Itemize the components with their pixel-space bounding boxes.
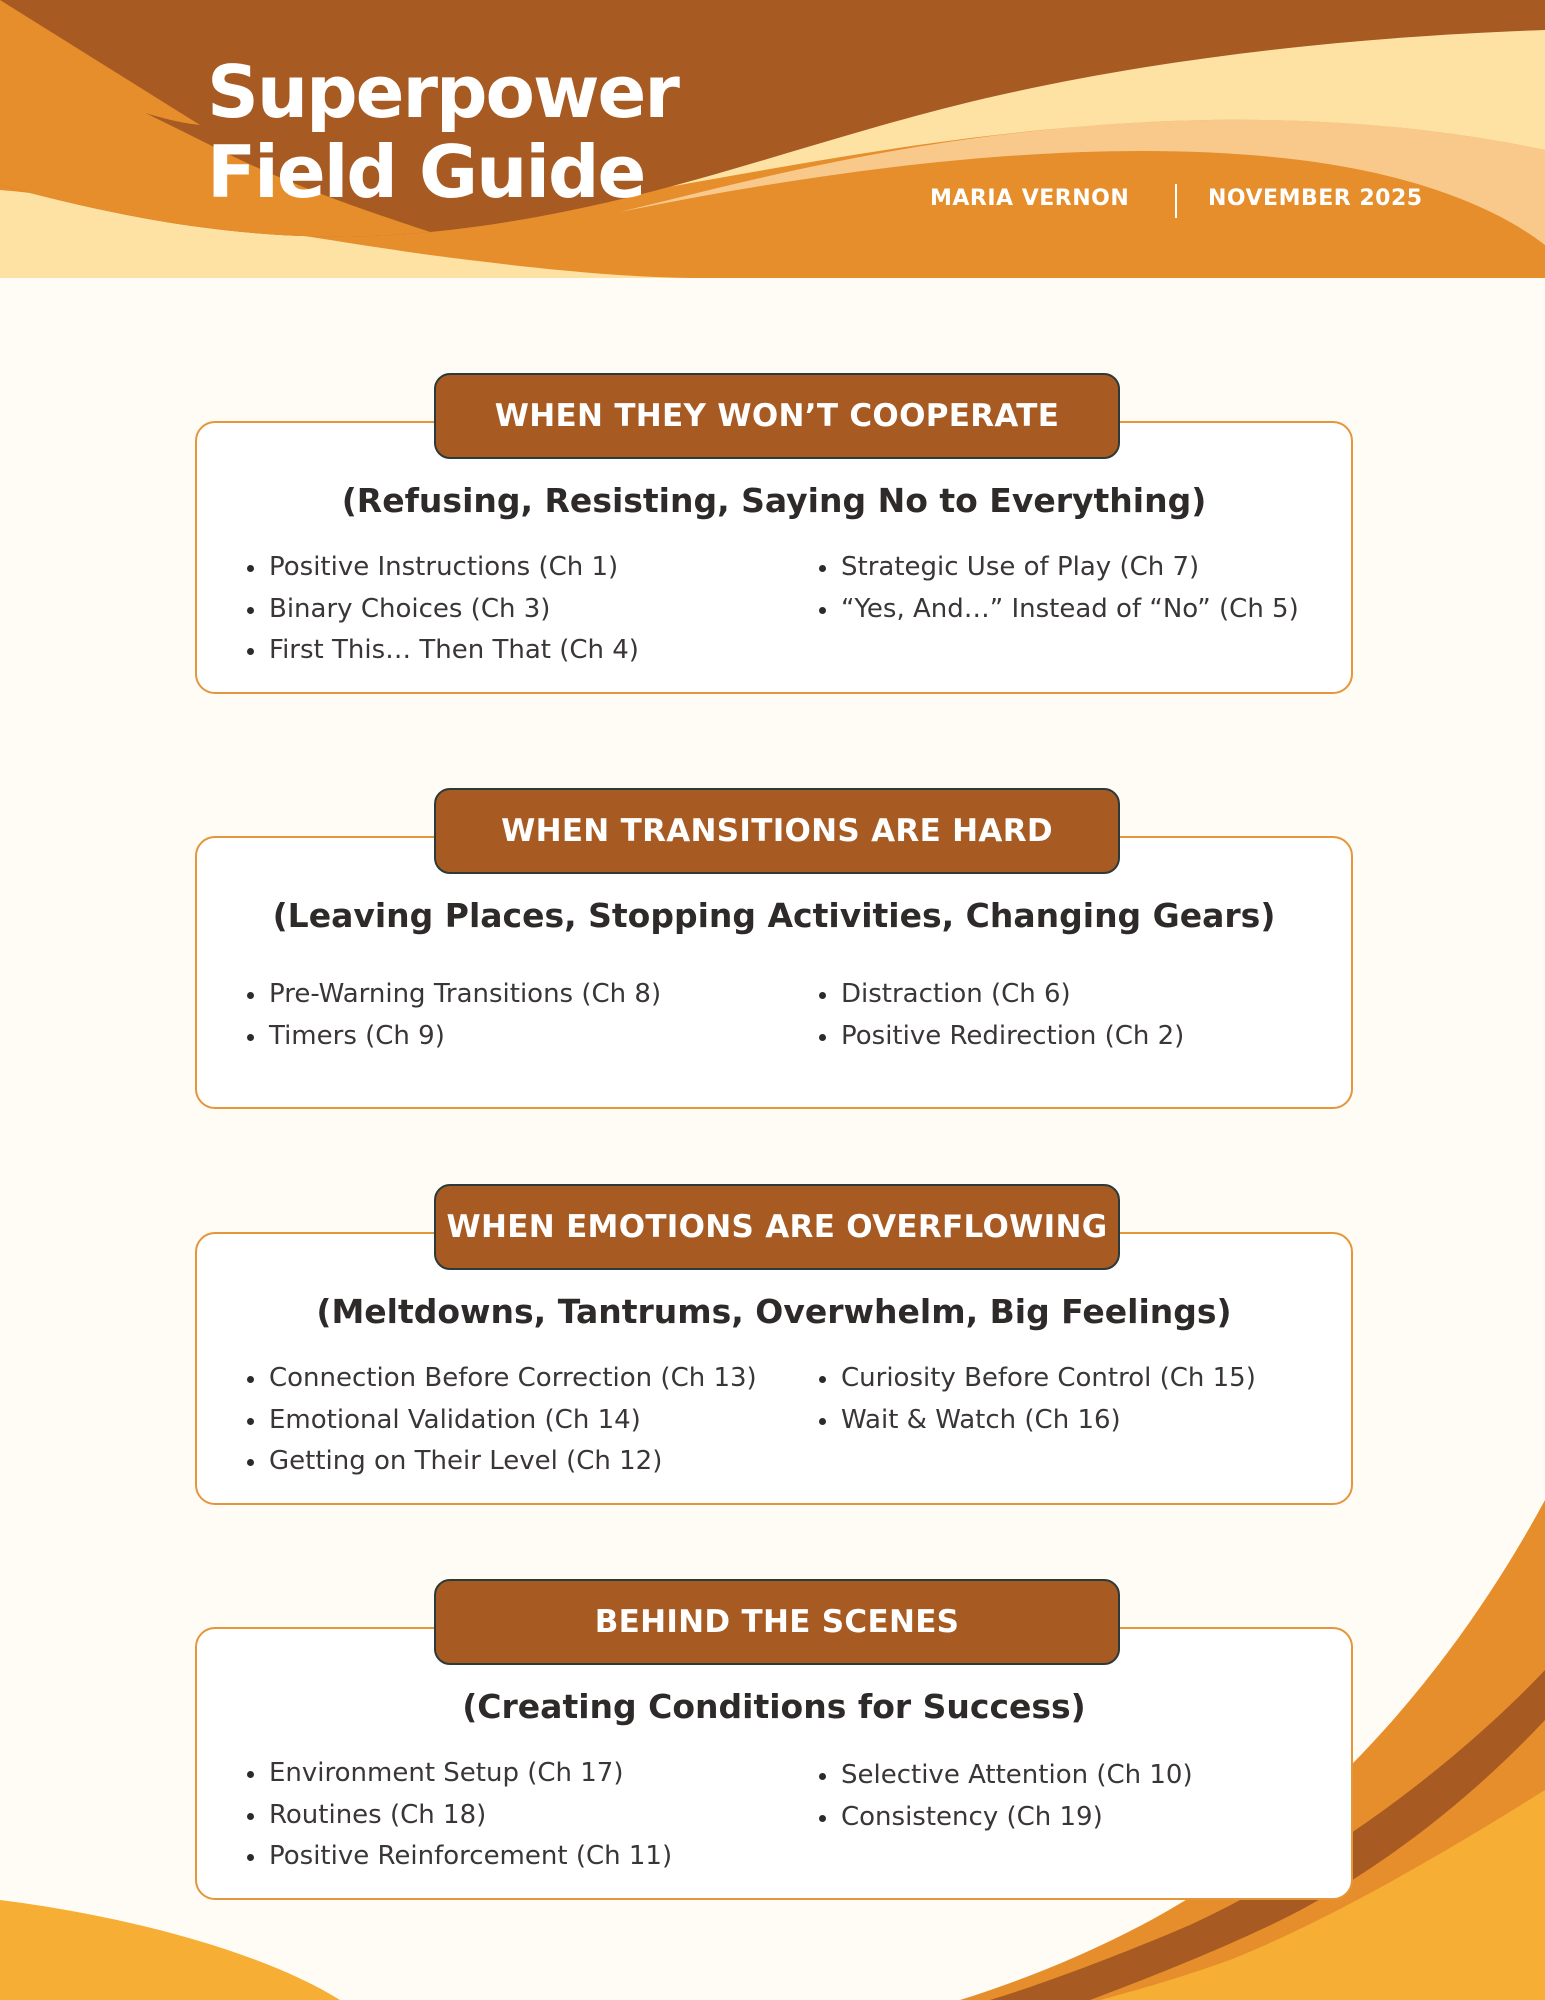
list-item: Timers (Ch 9) xyxy=(247,1016,661,1058)
section-subtitle: (Leaving Places, Stopping Activities, Changing Gears) xyxy=(272,896,1276,935)
list-item: Routines (Ch 18) xyxy=(247,1795,672,1837)
list-item: Wait & Watch (Ch 16) xyxy=(819,1400,1256,1442)
list-item: Positive Reinforcement (Ch 11) xyxy=(247,1836,672,1878)
list-item: Consistency (Ch 19) xyxy=(819,1797,1193,1839)
title-line-2: Field Guide xyxy=(207,130,645,214)
list-item: Binary Choices (Ch 3) xyxy=(247,589,639,631)
section-card-transitions xyxy=(195,813,1353,1109)
strategy-list-left xyxy=(247,1358,757,1483)
title-line-1: Superpower xyxy=(207,50,678,134)
section-subtitle: (Meltdowns, Tantrums, Overwhelm, Big Feelings) xyxy=(316,1292,1232,1331)
list-item: First This… Then That (Ch 4) xyxy=(247,630,639,672)
list-item: “Yes, And…” Instead of “No” (Ch 5) xyxy=(819,589,1299,631)
section-label: WHEN THEY WON’T COOPERATE xyxy=(434,373,1120,459)
strategy-list-left xyxy=(247,974,661,1057)
section-card-cooperate xyxy=(195,398,1353,694)
strategy-list-left xyxy=(247,547,639,672)
list-item: Pre-Warning Transitions (Ch 8) xyxy=(247,974,661,1016)
section-label: BEHIND THE SCENES xyxy=(434,1579,1120,1665)
section-card-emotions xyxy=(195,1209,1353,1505)
list-item: Emotional Validation (Ch 14) xyxy=(247,1400,757,1442)
page-title xyxy=(207,52,678,212)
publish-date: NOVEMBER 2025 xyxy=(1208,186,1423,211)
author-name: MARIA VERNON xyxy=(930,186,1130,211)
list-item: Connection Before Correction (Ch 13) xyxy=(247,1358,757,1400)
list-item: Getting on Their Level (Ch 12) xyxy=(247,1441,757,1483)
strategy-list-right xyxy=(819,1755,1193,1838)
list-item: Distraction (Ch 6) xyxy=(819,974,1184,1016)
list-item: Selective Attention (Ch 10) xyxy=(819,1755,1193,1797)
list-item: Environment Setup (Ch 17) xyxy=(247,1753,672,1795)
section-label: WHEN EMOTIONS ARE OVERFLOWING xyxy=(434,1184,1120,1270)
section-card-behind-the-scenes xyxy=(195,1604,1353,1900)
section-subtitle: (Creating Conditions for Success) xyxy=(462,1687,1086,1726)
list-item: Positive Instructions (Ch 1) xyxy=(247,547,639,589)
strategy-list-left xyxy=(247,1753,672,1878)
strategy-list-right xyxy=(819,547,1299,630)
header-divider xyxy=(1175,184,1177,218)
list-item: Curiosity Before Control (Ch 15) xyxy=(819,1358,1256,1400)
strategy-list-right xyxy=(819,1358,1256,1441)
section-subtitle: (Refusing, Resisting, Saying No to Everything) xyxy=(341,481,1207,520)
list-item: Positive Redirection (Ch 2) xyxy=(819,1016,1184,1058)
section-label: WHEN TRANSITIONS ARE HARD xyxy=(434,788,1120,874)
strategy-list-right xyxy=(819,974,1184,1057)
list-item: Strategic Use of Play (Ch 7) xyxy=(819,547,1299,589)
